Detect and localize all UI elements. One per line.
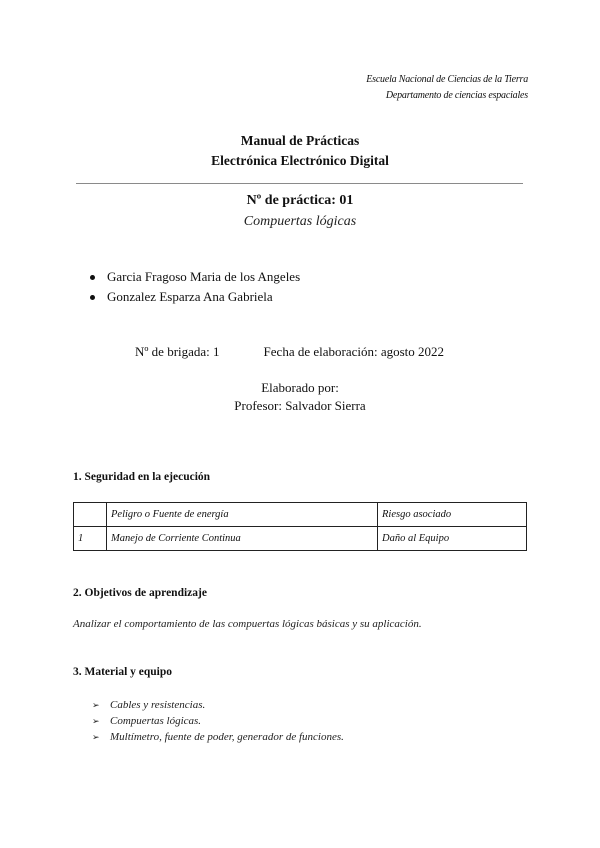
safety-table	[73, 502, 527, 551]
list-item	[90, 267, 300, 287]
practice-topic: Compuertas lógicas	[243, 214, 357, 229]
arrow-bullet-icon: ➢	[92, 732, 100, 742]
list-item	[90, 287, 300, 307]
section-heading-materials: 3. Material y equipo	[73, 666, 173, 678]
table-header-cell	[74, 503, 107, 527]
brigade-row	[135, 343, 444, 361]
list-item	[92, 697, 344, 713]
title-line-1: Manual de Prácticas	[240, 133, 360, 148]
professor-name: Profesor: Salvador Sierra	[234, 398, 366, 413]
material-text: Cables y resistencias.	[110, 699, 206, 711]
elaborated-label: Elaborado por:	[261, 380, 339, 395]
manual-title	[0, 131, 600, 171]
header-affiliation	[366, 72, 528, 104]
title-line-2: Electrónica Electrónico Digital	[211, 153, 389, 168]
bullet-icon	[90, 295, 95, 300]
section-heading-safety: 1. Seguridad en la ejecución	[73, 471, 211, 483]
author-list	[90, 267, 300, 307]
arrow-bullet-icon: ➢	[92, 716, 100, 726]
arrow-bullet-icon: ➢	[92, 700, 100, 710]
material-text: Multímetro, fuente de poder, generador de funciones.	[110, 731, 344, 743]
brigade-number: Nº de brigada: 1	[135, 344, 220, 359]
section-heading-objectives: 2. Objetivos de aprendizaje	[73, 587, 207, 599]
table-row	[74, 527, 527, 551]
table-header-cell: Peligro o Fuente de energía	[107, 503, 378, 527]
materials-list	[92, 697, 344, 745]
objective-text: Analizar el comportamiento de las compuertas lógicas básicas y su aplicación.	[73, 618, 422, 630]
department-name: Departamento de ciencias espaciales	[385, 90, 528, 101]
author-name: Gonzalez Esparza Ana Gabriela	[107, 289, 273, 304]
material-text: Compuertas lógicas.	[110, 715, 202, 727]
list-item	[92, 729, 344, 745]
table-cell: Manejo de Corriente Continua	[107, 527, 378, 551]
bullet-icon	[90, 275, 95, 280]
table-header-row	[74, 503, 527, 527]
practice-info	[0, 191, 600, 233]
institution-name: Escuela Nacional de Ciencias de la Tierra	[366, 74, 528, 85]
author-name: Garcia Fragoso Maria de los Angeles	[107, 269, 301, 284]
horizontal-divider	[76, 183, 523, 184]
elaboration-date: Fecha de elaboración: agosto 2022	[263, 344, 445, 359]
table-header-cell: Riesgo asociado	[378, 503, 527, 527]
practice-number: Nº de práctica: 01	[246, 193, 354, 208]
elaborated-by	[0, 379, 600, 415]
table-cell: Daño al Equipo	[378, 527, 527, 551]
list-item	[92, 713, 344, 729]
table-cell: 1	[74, 527, 107, 551]
